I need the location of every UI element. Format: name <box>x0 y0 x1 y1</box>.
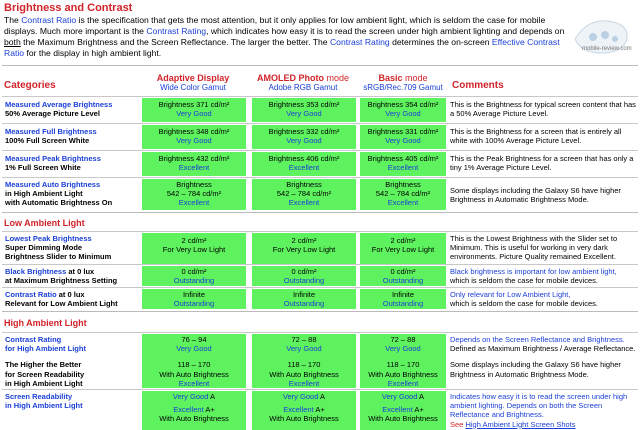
cell-amoled: Brightness 353 cd/m² Very Good <box>252 98 356 122</box>
cell-amoled: Brightness 332 cd/m² Very Good <box>252 125 356 149</box>
cell-adaptive: 0 cd/m² Outstanding <box>142 266 246 286</box>
table-row-screen-readability <box>2 389 638 430</box>
contrast-rating-term: Contrast Rating <box>329 37 390 47</box>
cell-adaptive: Brightness 371 cd/m² Very Good <box>142 98 246 122</box>
high-ambient-screenshots-link[interactable]: High Ambient Light Screen Shots <box>465 419 576 429</box>
table-row-lowest-brightness <box>2 231 638 264</box>
cell-basic: Brightness 331 cd/m² Very Good <box>360 125 446 149</box>
table-row-contrast-ratio <box>2 287 638 310</box>
effective-contrast-term: Effective Contrast Ratio <box>4 37 560 58</box>
cell-adaptive: Brightness 432 cd/m² Excellent <box>142 152 246 176</box>
header-basic: Basic mode sRGB/Rec.709 Gamut <box>363 73 443 92</box>
row-category: Measured Full Brightness 100% Full Screen White <box>5 127 97 146</box>
row-category: Measured Auto Brightness in High Ambient Light with Automatic Brightness On <box>5 180 113 208</box>
row-comment: This is the Lowest Brightness with the Slider set to Minimum. This is useful for working in very dark environments. Picture Quality remained Excellent. <box>450 234 618 262</box>
row-category: Lowest Peak Brightness Super Dimming Mode Brightness Slider to Minimum <box>5 234 112 262</box>
logo-text: mobile-review.com <box>582 46 632 52</box>
header-comments: Comments <box>452 80 504 91</box>
mobile-review-logo <box>567 13 637 61</box>
cell-basic: Brightness 354 cd/m² Very Good <box>360 98 446 122</box>
row-comment: This is the Peak Brightness for a screen that has only a tiny 1% Average Picture Level. <box>450 154 634 173</box>
row-comment: Some displays including the Galaxy S6 have higher Brightness in Automatic Brightness Mode. <box>450 186 621 205</box>
cell-amoled: Brightness 406 cd/m² Excellent <box>252 152 356 176</box>
cell-adaptive: Very Good A Excellent A+ With Auto Brightness <box>142 391 246 430</box>
table-row-black-brightness <box>2 264 638 287</box>
cell-basic: Very Good A Excellent A+ With Auto Brightness <box>360 391 446 430</box>
cell-basic: Infinite Outstanding <box>360 289 446 309</box>
cell-adaptive: Brightness 348 cd/m² Very Good <box>142 125 246 149</box>
section-low-ambient: Low Ambient Light <box>4 218 85 228</box>
cell-adaptive: Infinite Outstanding <box>142 289 246 309</box>
cell-basic: 0 cd/m² Outstanding <box>360 266 446 286</box>
cell-amoled: 72 – 88 Very Good 118 – 170 With Auto Brightness Excellent <box>252 334 356 388</box>
cell-amoled: Brightness 542 – 784 cd/m² Excellent <box>252 179 356 210</box>
header-adaptive-display: Adaptive Display Wide Color Gamut <box>156 73 230 92</box>
cell-adaptive: 2 cd/m² For Very Low Light <box>142 233 246 264</box>
contrast-rating-term: Contrast Rating <box>146 26 207 36</box>
row-comment: Only relevant for Low Ambient Light, which is seldom the case for mobile devices. <box>450 290 598 309</box>
cell-amoled: Very Good A Excellent A+ With Auto Brightness <box>252 391 356 430</box>
cell-amoled: Infinite Outstanding <box>252 289 356 309</box>
table-row-contrast-rating <box>2 332 638 389</box>
row-comment: Depends on the Screen Reflectance and Brightness. Defined as Maximum Brightness / Average Reflectance. Some displays including the Galaxy S6 have higher Brightness in Automatic Brightness Mode. <box>450 335 636 379</box>
divider <box>2 212 638 213</box>
table-row-auto-brightness <box>2 177 638 211</box>
cell-basic: 2 cd/m² For Very Low Light <box>360 233 446 264</box>
row-category: Contrast Ratio at 0 lux Relevant for Low Ambient Light <box>5 290 118 309</box>
row-comment: Black brightness is important for low ambient light, which is seldom the case for mobile devices. <box>450 267 617 286</box>
contrast-ratio-term: Contrast Ratio <box>21 15 77 25</box>
divider <box>2 311 638 312</box>
cell-amoled: 2 cd/m² For Very Low Light <box>252 233 356 264</box>
table-row-peak-brightness <box>2 150 638 177</box>
row-comment: This is the Brightness for typical screen content that has a 50% Average Picture Level. <box>450 100 636 119</box>
cell-amoled: 0 cd/m² Outstanding <box>252 266 356 286</box>
row-category: Black Brightness at 0 lux at Maximum Brightness Setting <box>5 267 118 286</box>
header-amoled-photo: AMOLED Photo mode Adobe RGB Gamut <box>256 73 349 92</box>
divider <box>2 65 638 66</box>
cell-basic: Brightness 405 cd/m² Excellent <box>360 152 446 176</box>
row-comment: This is the Brightness for a screen that is entirely all white with 100% Average Picture Level. <box>450 127 622 146</box>
cell-basic: 72 – 88 Very Good 118 – 170 With Auto Brightness Excellent <box>360 334 446 388</box>
page-title: Brightness and Contrast <box>4 2 133 14</box>
intro-paragraph: The Contrast Ratio is the specification that gets the most attention, but it only applies for low ambient light, which is seldom the case for mobile displays. Much more important is the Contrast Rating, which indicates how easy it is to read the screen under high ambient lighting and depends on both the Maximum Brightness and the Screen Reflectance. The larger the better. The Contrast Rating determines the on-screen Effective Contrast Ratio for the display in high ambient light. <box>4 15 565 58</box>
table-row-average-brightness <box>2 96 638 123</box>
header-categories: Categories <box>4 80 56 91</box>
row-category: Screen Readability in High Ambient Light <box>5 392 83 411</box>
row-comment: Indicates how easy it is to read the screen under high ambient lighting. Depends on both the Screen Reflectance and Brightness. See High Ambient Light Screen Shots <box>450 392 628 429</box>
cell-adaptive: 76 – 94 Very Good 118 – 170 With Auto Brightness Excellent <box>142 334 246 388</box>
row-category: Measured Average Brightness 50% Average Picture Level <box>5 100 113 119</box>
cell-basic: Brightness 542 – 784 cd/m² Excellent <box>360 179 446 210</box>
row-category: Measured Peak Brightness 1% Full Screen White <box>5 154 101 173</box>
section-high-ambient: High Ambient Light <box>4 318 87 328</box>
row-category: Contrast Rating for High Ambient Light The Higher the Better for Screen Readability in High Ambient Light <box>5 335 86 388</box>
table-row-full-brightness <box>2 123 638 150</box>
cell-adaptive: Brightness 542 – 784 cd/m² Excellent <box>142 179 246 210</box>
